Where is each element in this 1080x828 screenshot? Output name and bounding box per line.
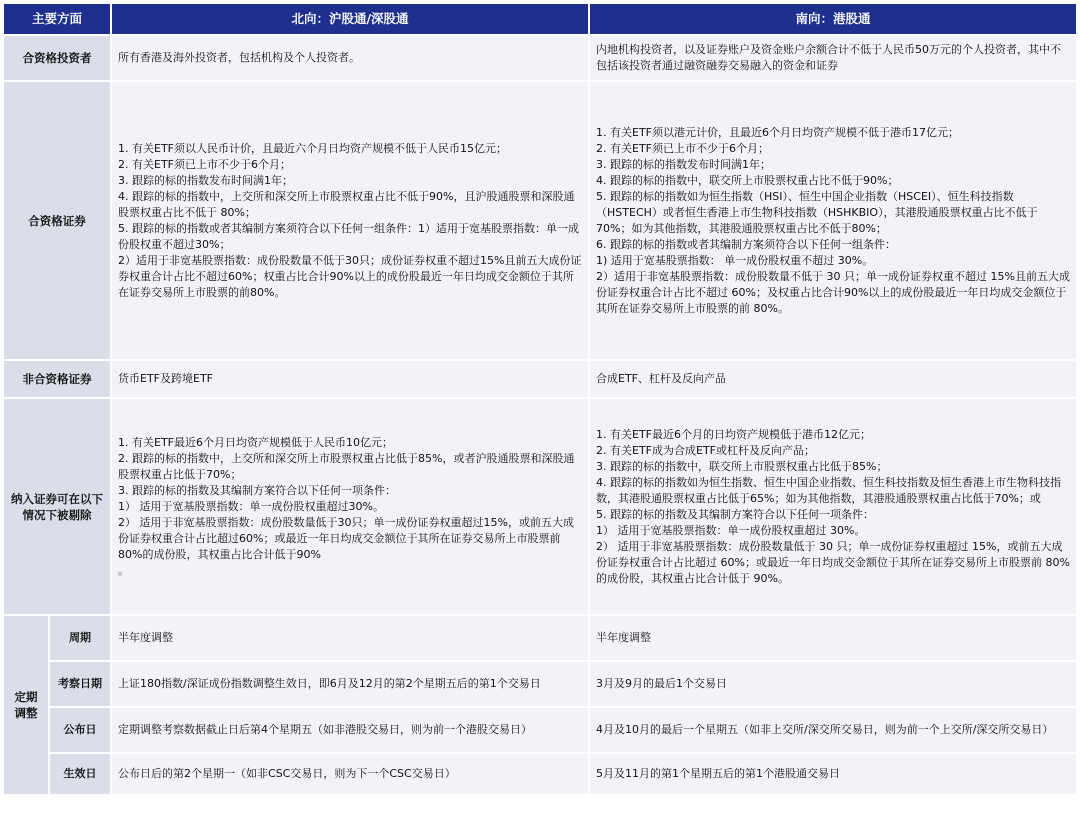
- south-adjustment-cycle: 半年度调整: [590, 616, 1076, 660]
- row-effective-date: [4, 754, 1076, 794]
- etf-connect-comparison-table: [2, 2, 1078, 796]
- header-southbound: 南向：港股通: [590, 4, 1076, 34]
- label-effective-date: 生效日: [50, 754, 110, 794]
- header-northbound: 北向：沪股通/深股通: [112, 4, 588, 34]
- south-effective-date: 5月及11月的第1个星期五后的第1个港股通交易日: [590, 754, 1076, 794]
- label-ineligible-securities: 非合资格证券: [4, 361, 110, 397]
- label-review-date: 考察日期: [50, 662, 110, 706]
- north-adjustment-cycle: 半年度调整: [112, 616, 588, 660]
- north-removal-conditions: 1. 有关ETF最近6个月日均资产规模低于人民币10亿元； 2. 跟踪的标的指数中，上交所和深交所上市股票权重占比低于85%，或者沪股通股票和深股通股票权重占比低于70%； 3. 跟踪的标的指数及其编制方案符合以下任何一项条件： 1） 适用于宽基股票指数：单一成份股权重超过30%。 2） 适用于非宽基股票指数：成份股数量低于30只；单一成份证券权重超过15%，或前五大成份证券权重合计占比超过60%；或最近一年日均成交金额位于其所在证券交易所上市股票前 80%的成份股，其权重占比合计低于90% 。: [112, 399, 588, 614]
- north-effective-date: 公布日后的第2个星期一（如非CSC交易日，则为下一个CSC交易日）: [112, 754, 588, 794]
- row-adjustment-cycle: [4, 616, 1076, 660]
- label-eligible-securities: 合资格证券: [4, 82, 110, 359]
- header-aspect: 主要方面: [4, 4, 110, 34]
- label-announcement-date: 公布日: [50, 708, 110, 752]
- north-review-date: 上证180指数/深证成份指数调整生效日，即6月及12月的第2个星期五后的第1个交易日: [112, 662, 588, 706]
- row-ineligible-securities: [4, 361, 1076, 397]
- row-announcement-date: [4, 708, 1076, 752]
- header-row: [4, 4, 1076, 34]
- row-removal-conditions: [4, 399, 1076, 614]
- label-eligible-investors: 合资格投资者: [4, 36, 110, 80]
- label-adjustment-cycle: 周期: [50, 616, 110, 660]
- row-eligible-securities: [4, 82, 1076, 359]
- south-removal-conditions: 1. 有关ETF最近6个月的日均资产规模低于港币12亿元； 2. 有关ETF成为合成ETF或杠杆及反向产品； 3. 跟踪的标的指数中，联交所上市股票权重占比低于85%； 4. 跟踪的标的指数如为恒生指数、恒生中国企业指数、恒生科技指数及恒生香港上市生物科技指数，其港股通股票权重占比低于65%；如为其他指数，其港股通股票权重占比低于70%；或 5. 跟踪的标的指数及其编制方案符合以下任何一项条件： 1） 适用于宽基股票指数：单一成份股权重超过 30%。 2） 适用于非宽基股票指数：成份股数量低于 30 只；单一成份证券权重超过 15%，或前五大成份证券权重合计占比超过 60%；或最近一年日均成交金额位于其所在证券交易所上市股票前 80%的成份股，其权重占比合计低于 90%。: [590, 399, 1076, 614]
- south-eligible-investors: 内地机构投资者，以及证券账户及资金账户余额合计不低于人民币50万元的个人投资者，其中不包括该投资者通过融资融券交易融入的资金和证券: [590, 36, 1076, 80]
- south-eligible-securities: 1. 有关ETF须以港元计价，且最近6个月日均资产规模不低于港币17亿元； 2. 有关ETF须已上市不少于6个月； 3. 跟踪的标的指数发布时间满1年； 4. 跟踪的标的指数中，联交所上市股票权重占比不低于90%； 5. 跟踪的标的指数如为恒生指数（HSI）、恒生中国企业指数（HSCEI）、恒生科技指数（HSTECH）或者恒生香港上市生物科技指数（HSHKBIO），其港股通股票权重占比不低于70%；如为其他指数，其港股通股票权重占比不低于80%； 6. 跟踪的标的指数或者其编制方案须符合以下任何一组条件： 1) 适用于宽基股票指数： 单一成份股权重不超过 30%。 2）适用于非宽基股票指数：成份股数量不低于 30 只；单一成份证券权重不超过 15%且前五大成份证券权重合计占比不超过 60%；及权重占比合计90%以上的成份股最近一年日均成交金额位于其所在证券交易所上市股票的前 80%。: [590, 82, 1076, 359]
- label-periodic-adjustment: 定期调整: [4, 616, 48, 794]
- row-review-date: [4, 662, 1076, 706]
- row-eligible-investors: [4, 36, 1076, 80]
- south-announcement-date: 4月及10月的最后一个星期五（如非上交所/深交所交易日，则为前一个上交所/深交所交易日）: [590, 708, 1076, 752]
- north-eligible-investors: 所有香港及海外投资者，包括机构及个人投资者。: [112, 36, 588, 80]
- north-ineligible-securities: 货币ETF及跨境ETF: [112, 361, 588, 397]
- label-removal-conditions: 纳入证券可在以下情况下被剔除: [4, 399, 110, 614]
- south-ineligible-securities: 合成ETF、杠杆及反向产品: [590, 361, 1076, 397]
- north-eligible-securities: 1. 有关ETF须以人民币计价，且最近六个月日均资产规模不低于人民币15亿元； 2. 有关ETF须已上市不少于6个月； 3. 跟踪的标的指数发布时间满1年； 4. 跟踪的标的指数中，上交所和深交所上市股票权重占比不低于90%，且沪股通股票和深股通股票权重占比不低于 80%； 5. 跟踪的标的指数或者其编制方案须符合以下任何一组条件：1）适用于宽基股票指数：单一成份股权重不超过30%； 2）适用于非宽基股票指数：成份股数量不低于30只；成份证券权重不超过15%且前五大成份证券权重合计占比不超过60%；权重占比合计90%以上的成份股最近一年日均成交金额位于其所在证券交易所上市股票的前80%。: [112, 82, 588, 359]
- north-announcement-date: 定期调整考察数据截止日后第4个星期五（如非港股交易日，则为前一个港股交易日）: [112, 708, 588, 752]
- south-review-date: 3月及9月的最后1个交易日: [590, 662, 1076, 706]
